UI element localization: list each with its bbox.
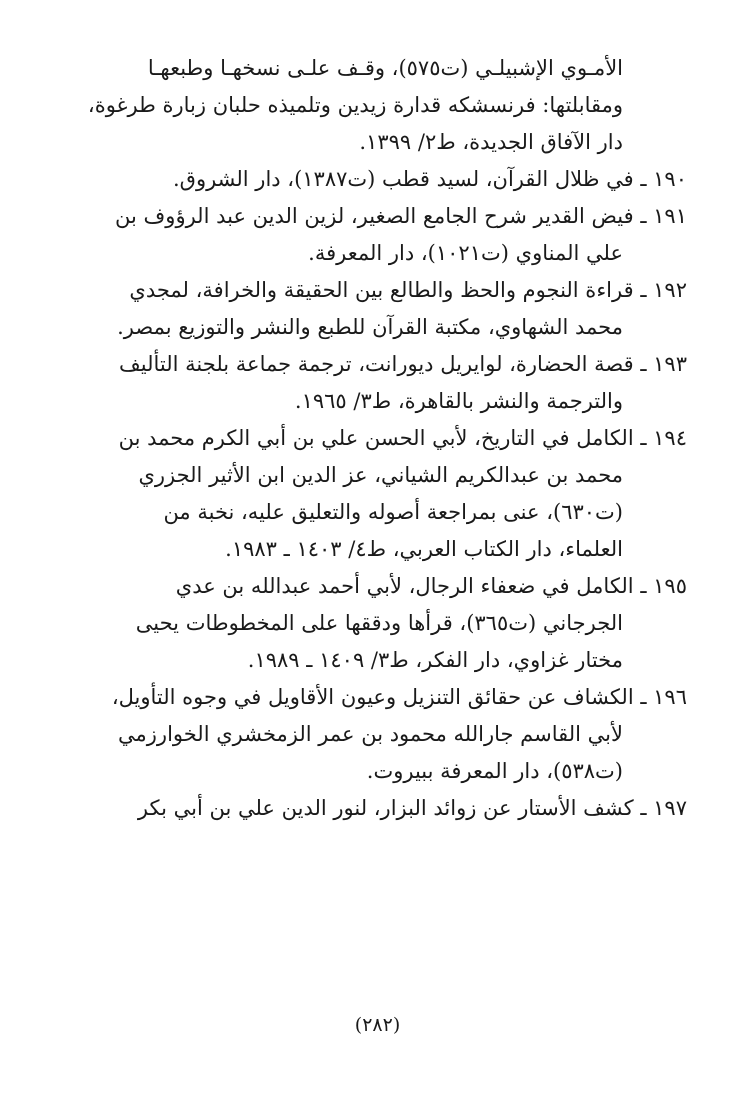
bibliography-page bbox=[69, 50, 687, 827]
entry-192 bbox=[69, 272, 687, 346]
text-line: محمد بن عبدالكريم الشياني، عز الدين ابن الأثير الجزري bbox=[138, 463, 623, 487]
entry-190 bbox=[69, 161, 687, 198]
text-line: ومقابلتها: فرنسشكه قدارة زيدين وتلميذه حلبان زبارة طرغوة، bbox=[87, 93, 623, 117]
text-line: الأمـوي الإشبيلـي (ت٥٧٥)، وقـف علـى نسخهـا وطبعهـا bbox=[147, 56, 623, 80]
text-line: لأبي القاسم جارالله محمود بن عمر الزمخشري الخوارزمي bbox=[118, 722, 623, 746]
entry-continuation bbox=[69, 50, 687, 161]
entry-first-line: ١٩٣ ـ قصة الحضارة، لوايريل ديورانت، ترجمة جماعة بلجنة التأليف bbox=[119, 352, 687, 376]
text-line: الجرجاني (ت٣٦٥)، قرأها ودققها على المخطوطات يحيى bbox=[135, 611, 623, 635]
entry-first-line: ١٩٥ ـ الكامل في ضعفاء الرجال، لأبي أحمد عبدالله بن عدي bbox=[175, 574, 687, 598]
entry-194 bbox=[69, 420, 687, 568]
entry-197 bbox=[69, 790, 687, 827]
entry-193 bbox=[69, 346, 687, 420]
text-line: محمد الشهاوي، مكتبة القرآن للطبع والنشر والتوزيع بمصر. bbox=[117, 315, 623, 339]
entry-first-line: ١٩٤ ـ الكامل في التاريخ، لأبي الحسن علي بن أبي الكرم محمد بن bbox=[118, 426, 687, 450]
entry-first-line: ١٩٦ ـ الكشاف عن حقائق التنزيل وعيون الأقاويل في وجوه التأويل، bbox=[111, 685, 687, 709]
text-line: دار الآفاق الجديدة، ط٢/ ١٣٩٩. bbox=[359, 130, 623, 154]
text-line: مختار غزاوي، دار الفكر، ط٣/ ١٤٠٩ ـ ١٩٨٩. bbox=[247, 648, 623, 672]
entry-first-line: ١٩١ ـ فيض القدير شرح الجامع الصغير، لزين الدين عبد الرؤوف بن bbox=[115, 204, 687, 228]
text-line: علي المناوي (ت١٠٢١)، دار المعرفة. bbox=[308, 241, 623, 265]
entry-195 bbox=[69, 568, 687, 679]
text-line: (ت٥٣٨)، دار المعرفة ببيروت. bbox=[366, 759, 623, 783]
entry-first-line: ١٩٠ ـ في ظلال القرآن، لسيد قطب (ت١٣٨٧)، دار الشروق. bbox=[172, 167, 687, 191]
text-line: (ت٦٣٠)، عنى بمراجعة أصوله والتعليق عليه، نخبة من bbox=[163, 500, 623, 524]
entry-first-line: ١٩٢ ـ قراءة النجوم والحظ والطالع بين الحقيقة والخرافة، لمجدي bbox=[129, 278, 687, 302]
text-line: والترجمة والنشر بالقاهرة، ط٣/ ١٩٦٥. bbox=[294, 389, 623, 413]
entry-first-line: ١٩٧ ـ كشف الأستار عن زوائد البزار، لنور الدين علي بن أبي بكر bbox=[137, 796, 687, 820]
page-number: (٢٨٢) bbox=[354, 1014, 401, 1036]
text-line: العلماء، دار الكتاب العربي، ط٤/ ١٤٠٣ ـ ١٩٨٣. bbox=[225, 537, 623, 561]
entry-191 bbox=[69, 198, 687, 272]
entry-196 bbox=[69, 679, 687, 790]
